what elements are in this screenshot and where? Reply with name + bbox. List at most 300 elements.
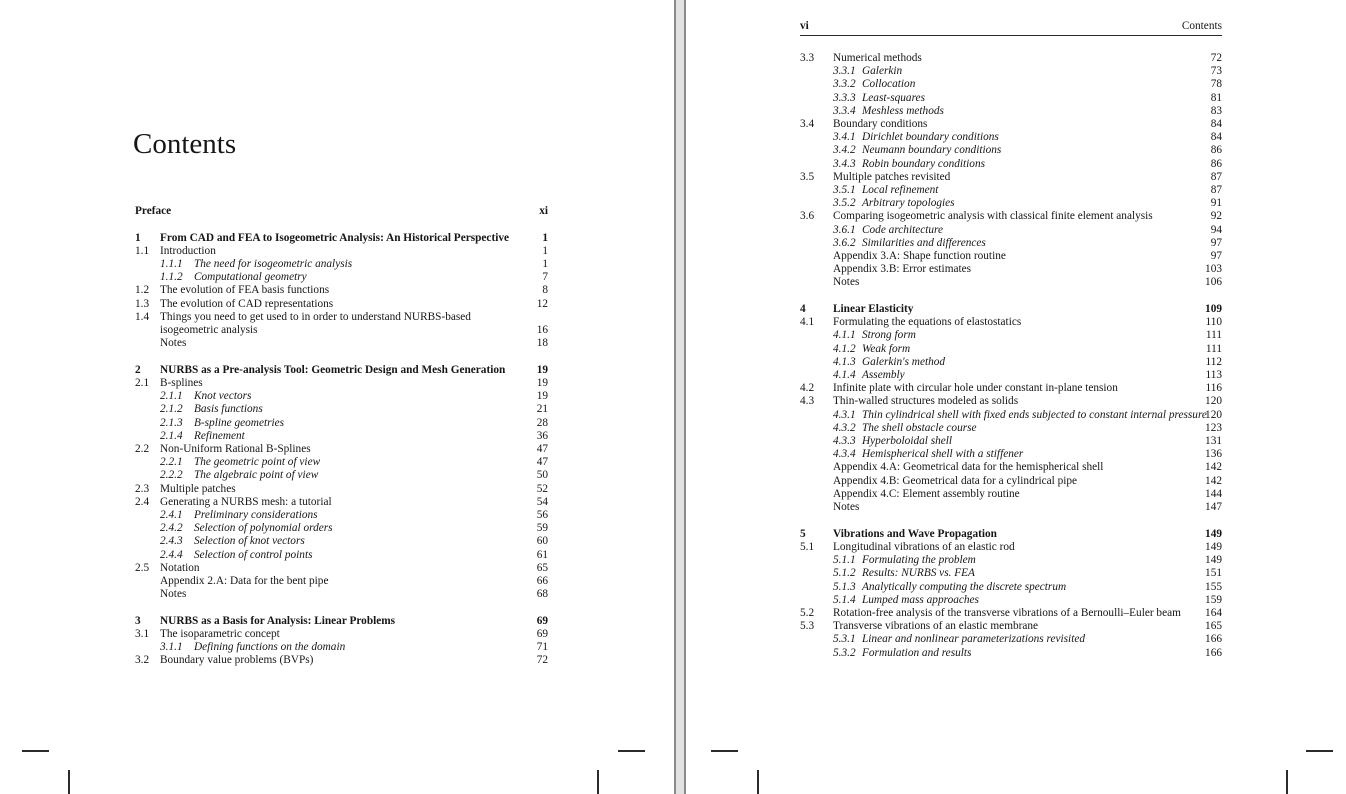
toc-entry-title: Numerical methods bbox=[833, 52, 922, 64]
toc-row bbox=[800, 78, 1222, 91]
toc-row bbox=[135, 258, 548, 271]
toc-row bbox=[800, 105, 1222, 118]
toc-entry-number: 3.6.2 bbox=[833, 236, 856, 249]
toc-entry-title: Notes bbox=[160, 588, 187, 601]
toc-entry-page: 149 bbox=[1205, 540, 1222, 553]
toc-entry-number: 3.4.3 bbox=[833, 157, 856, 170]
toc-entry-number bbox=[135, 588, 160, 601]
toc-entry-title: Longitudinal vibrations of an elastic rod bbox=[833, 540, 1015, 553]
toc-row bbox=[135, 522, 548, 535]
toc-row bbox=[135, 417, 548, 430]
toc-entry-number: 1.2 bbox=[135, 284, 150, 297]
toc-entry-number: 5.3 bbox=[800, 620, 815, 633]
toc-entry-page: 106 bbox=[1205, 276, 1222, 289]
toc-row bbox=[135, 324, 548, 337]
toc-entry-page: 86 bbox=[1210, 157, 1222, 170]
crop-mark-right-bottom-inner-dash bbox=[711, 750, 738, 752]
toc-entry-title: Preliminary considerations bbox=[194, 509, 318, 522]
toc-row bbox=[135, 205, 548, 218]
toc-entry-number: 2 bbox=[135, 363, 141, 376]
running-header bbox=[800, 20, 1222, 36]
toc-entry-page: 83 bbox=[1210, 104, 1222, 117]
toc-entry-page: 73 bbox=[1210, 65, 1222, 78]
crop-mark-left-bottom-outer-dash bbox=[22, 750, 49, 752]
toc-entry-page: 136 bbox=[1205, 448, 1222, 461]
toc-row bbox=[135, 535, 548, 548]
toc-entry-number: 3.4.1 bbox=[833, 131, 856, 144]
toc-entry-title: Preface bbox=[135, 205, 172, 217]
toc-entry-page: 28 bbox=[536, 416, 548, 429]
toc-row bbox=[800, 224, 1222, 237]
toc-entry-number: 3.4 bbox=[800, 118, 815, 131]
toc-entry-title: Hyperboloidal shell bbox=[862, 435, 953, 448]
toc-row bbox=[800, 290, 1222, 303]
toc-row bbox=[800, 554, 1222, 567]
toc-entry-title: Formulation and results bbox=[862, 646, 972, 659]
toc-entry-title: Similarities and differences bbox=[862, 236, 986, 249]
toc-entry-number: 4 bbox=[800, 303, 806, 316]
crop-mark-right-bottom-outer-tick bbox=[1286, 770, 1288, 794]
toc-entry-page: 87 bbox=[1210, 170, 1222, 183]
toc-entry-page: 110 bbox=[1205, 316, 1222, 329]
toc-row bbox=[800, 647, 1222, 660]
toc-entry-number bbox=[800, 488, 833, 501]
toc-row bbox=[800, 448, 1222, 461]
toc-row bbox=[800, 171, 1222, 184]
toc-entry-title: Boundary conditions bbox=[833, 118, 928, 131]
toc-entry-number bbox=[800, 263, 833, 276]
toc-entry-number: 2.5 bbox=[135, 561, 150, 574]
toc-entry-title: Introduction bbox=[160, 244, 216, 257]
toc-entry-number: 2.2.2 bbox=[160, 469, 183, 482]
toc-entry-number: 3.2 bbox=[135, 654, 150, 667]
toc-entry-title: Galerkin's method bbox=[862, 355, 946, 368]
toc-entry-page: 131 bbox=[1205, 435, 1222, 448]
toc-row bbox=[135, 469, 548, 482]
toc-entry-page: 144 bbox=[1205, 487, 1222, 500]
toc-entry-number bbox=[800, 475, 833, 488]
toc-entry-page: 92 bbox=[1210, 210, 1222, 223]
toc-row bbox=[800, 475, 1222, 488]
toc-row bbox=[800, 607, 1222, 620]
toc-entry-page: 69 bbox=[536, 628, 548, 641]
toc-entry-title: Refinement bbox=[194, 429, 245, 442]
toc-entry-title: Appendix 4.B: Geometrical data for a cylindrical pipe bbox=[833, 474, 1078, 487]
toc-entry-page: 111 bbox=[1205, 342, 1222, 355]
toc-entry-page: 19 bbox=[536, 390, 548, 403]
toc-entry-page: 1 bbox=[542, 258, 548, 270]
toc-entry-number: 5.1.2 bbox=[833, 567, 856, 580]
toc-row bbox=[800, 144, 1222, 157]
toc-row bbox=[800, 567, 1222, 580]
toc-entry-page: 19 bbox=[536, 363, 548, 376]
toc-row bbox=[800, 316, 1222, 329]
toc-entry-number: 2.2 bbox=[135, 443, 150, 456]
toc-row bbox=[135, 654, 548, 667]
toc-entry-number: 5.3.2 bbox=[833, 646, 856, 659]
toc-entry-number bbox=[135, 575, 160, 588]
toc-entry-number: 1.4 bbox=[135, 310, 150, 323]
toc-entry-number: 2.4 bbox=[135, 495, 150, 508]
toc-entry-page: 142 bbox=[1205, 461, 1222, 474]
toc-entry-page: 113 bbox=[1205, 369, 1222, 382]
toc-entry-page: 109 bbox=[1205, 303, 1222, 316]
toc-entry-title: B-spline geometries bbox=[194, 416, 285, 429]
toc-row bbox=[800, 581, 1222, 594]
toc-row bbox=[135, 615, 548, 628]
toc-entry-number: 2.1.4 bbox=[160, 429, 183, 442]
toc-entry-page: 54 bbox=[536, 495, 548, 508]
toc-row bbox=[800, 184, 1222, 197]
toc-entry-page: 116 bbox=[1205, 382, 1222, 395]
toc-entry-title: Appendix 3.B: Error estimates bbox=[833, 263, 972, 276]
toc-row bbox=[800, 501, 1222, 514]
toc-row bbox=[135, 271, 548, 284]
toc-entry-title: The isoparametric concept bbox=[160, 628, 280, 641]
crop-mark-right-bottom-inner-tick bbox=[757, 770, 759, 794]
toc-entry-number: 4.1.4 bbox=[833, 369, 856, 382]
toc-entry-number: 3.3.3 bbox=[833, 91, 856, 104]
toc-entry-title: Knot vectors bbox=[194, 390, 252, 403]
toc-entry-page: 7 bbox=[542, 271, 548, 284]
toc-row bbox=[135, 403, 548, 416]
toc-entry-number bbox=[135, 337, 160, 350]
toc-entry-title: Notation bbox=[160, 561, 200, 574]
toc-entry-number: 5.3.1 bbox=[833, 633, 856, 646]
toc-row bbox=[135, 377, 548, 390]
toc-entry-page: 103 bbox=[1205, 263, 1222, 276]
toc-row bbox=[135, 641, 548, 654]
toc-entry-page: 94 bbox=[1210, 223, 1222, 236]
toc-entry-title: The need for isogeometric analysis bbox=[194, 258, 353, 270]
toc-entry-title: Linear Elasticity bbox=[833, 303, 914, 316]
toc-row bbox=[800, 303, 1222, 316]
toc-row bbox=[135, 443, 548, 456]
toc-entry-title: B-splines bbox=[160, 377, 203, 390]
toc-entry-page: 72 bbox=[1210, 52, 1222, 64]
toc-entry-page: 81 bbox=[1210, 91, 1222, 104]
toc-row bbox=[800, 210, 1222, 223]
toc-entry-number: 3.5.2 bbox=[833, 197, 856, 210]
toc-entry-page: 111 bbox=[1205, 329, 1222, 342]
toc-entry-page: 165 bbox=[1205, 620, 1222, 633]
toc-entry-number: 5.1.3 bbox=[833, 580, 856, 593]
toc-row bbox=[800, 65, 1222, 78]
toc-entry-page: 166 bbox=[1205, 633, 1222, 646]
toc-row bbox=[135, 509, 548, 522]
toc-entry-number bbox=[135, 324, 160, 337]
crop-mark-left-bottom-inner-dash bbox=[618, 750, 645, 752]
toc-entry-title: The evolution of FEA basis functions bbox=[160, 284, 330, 297]
toc-entry-page: 84 bbox=[1210, 131, 1222, 144]
toc-entry-page: 18 bbox=[536, 337, 548, 350]
toc-entry-title: Things you need to get used to in order to understand NURBS-based bbox=[160, 310, 471, 323]
toc-entry-number: 3.3.2 bbox=[833, 78, 856, 91]
toc-row bbox=[800, 356, 1222, 369]
toc-entry-title: NURBS as a Pre-analysis Tool: Geometric Design and Mesh Generation bbox=[160, 363, 506, 376]
toc-row bbox=[800, 276, 1222, 289]
toc-row bbox=[800, 461, 1222, 474]
book-spine-gutter bbox=[674, 0, 686, 794]
toc-entry-page: 21 bbox=[536, 403, 548, 416]
toc-entry-number: 4.3.2 bbox=[833, 421, 856, 434]
toc-row bbox=[800, 329, 1222, 342]
toc-entry-number: 2.4.4 bbox=[160, 548, 183, 561]
toc-entry-title: Basis functions bbox=[194, 403, 263, 416]
toc-row bbox=[800, 620, 1222, 633]
toc-entry-number: 3.4.2 bbox=[833, 144, 856, 157]
toc-entry-title: Neumann boundary conditions bbox=[862, 144, 1002, 157]
toc-entry-number: 5.1 bbox=[800, 540, 815, 553]
toc-row bbox=[800, 488, 1222, 501]
toc-entry-title: Generating a NURBS mesh: a tutorial bbox=[160, 495, 332, 508]
toc-entry-page: 69 bbox=[536, 614, 548, 627]
crop-mark-right-bottom-outer-dash bbox=[1306, 750, 1333, 752]
toc-entry-title: Formulating the problem bbox=[862, 554, 976, 567]
toc-entry-title: Vibrations and Wave Propagation bbox=[833, 527, 997, 540]
toc-entry-number: 3.1.1 bbox=[160, 641, 183, 654]
toc-entry-title: From CAD and FEA to Isogeometric Analysis: An Historical Perspective bbox=[160, 231, 510, 244]
toc-row bbox=[135, 430, 548, 443]
toc-entry-title: Appendix 4.C: Element assembly routine bbox=[833, 487, 1020, 500]
toc-entry-number: 1.1.2 bbox=[160, 271, 183, 284]
running-header-title: Contents bbox=[1181, 20, 1222, 32]
toc-row bbox=[135, 337, 548, 350]
toc-entry-number: 2.4.1 bbox=[160, 509, 183, 522]
toc-row bbox=[800, 263, 1222, 276]
toc-entry-number: 3.3.1 bbox=[833, 65, 856, 78]
toc-entry-page: 155 bbox=[1205, 580, 1222, 593]
toc-row bbox=[800, 131, 1222, 144]
toc-entry-page: 19 bbox=[536, 377, 548, 390]
toc-row bbox=[800, 369, 1222, 382]
toc-entry-page: 97 bbox=[1210, 236, 1222, 249]
toc-entry-page: 91 bbox=[1210, 197, 1222, 210]
folio-page-number: vi bbox=[800, 20, 809, 32]
toc-entry-number: 4.1.3 bbox=[833, 355, 856, 368]
toc-row bbox=[800, 422, 1222, 435]
toc-entry-title: Defining functions on the domain bbox=[194, 641, 346, 654]
toc-entry-page: 1 bbox=[542, 231, 548, 244]
toc-entry-title: Local refinement bbox=[862, 184, 939, 197]
toc-entry-page: 97 bbox=[1210, 250, 1222, 263]
toc-row bbox=[800, 237, 1222, 250]
toc-entry-title: Thin-walled structures modeled as solids bbox=[833, 395, 1019, 408]
toc-entry-title: The evolution of CAD representations bbox=[160, 297, 334, 310]
toc-entry-page: 159 bbox=[1205, 593, 1222, 606]
toc-row bbox=[800, 382, 1222, 395]
toc-row bbox=[135, 232, 548, 245]
toc-entry-page: 72 bbox=[536, 654, 548, 667]
toc-entry-title: The shell obstacle course bbox=[862, 421, 977, 434]
toc-entry-title: The algebraic point of view bbox=[194, 469, 319, 482]
contents-page-title: Contents bbox=[133, 128, 237, 160]
toc-row bbox=[135, 350, 548, 363]
toc-entry-page: 151 bbox=[1205, 567, 1222, 580]
toc-row bbox=[135, 562, 548, 575]
toc-entry-title: Analytically computing the discrete spectrum bbox=[862, 580, 1067, 593]
toc-row bbox=[135, 549, 548, 562]
toc-entry-title: Notes bbox=[833, 276, 860, 289]
toc-entry-number: 1.1.1 bbox=[160, 258, 183, 270]
toc-entry-number: 4.3 bbox=[800, 395, 815, 408]
crop-mark-left-bottom-inner-tick bbox=[597, 770, 599, 794]
toc-entry-number: 4.3.3 bbox=[833, 435, 856, 448]
toc-entry-title: Thin cylindrical shell with fixed ends subjected to constant internal pressure bbox=[862, 408, 1207, 421]
toc-entry-number: 5.2 bbox=[800, 606, 815, 619]
toc-row bbox=[800, 528, 1222, 541]
toc-entry-number: 2.1.3 bbox=[160, 416, 183, 429]
toc-row bbox=[135, 364, 548, 377]
toc-row bbox=[135, 284, 548, 297]
toc-entry-title: Robin boundary conditions bbox=[862, 157, 986, 170]
toc-row bbox=[800, 514, 1222, 527]
toc-entry-page: 112 bbox=[1205, 355, 1222, 368]
toc-row bbox=[135, 483, 548, 496]
toc-entry-page: 86 bbox=[1210, 144, 1222, 157]
toc-entry-title: Appendix 4.A: Geometrical data for the hemispherical shell bbox=[833, 461, 1104, 474]
toc-entry-title: Least-squares bbox=[862, 91, 925, 104]
toc-entry-page: xi bbox=[539, 205, 548, 217]
toc-entry-page: 47 bbox=[536, 443, 548, 456]
toc-entry-page: 61 bbox=[536, 548, 548, 561]
toc-row bbox=[800, 435, 1222, 448]
toc-entry-title: Rotation-free analysis of the transverse vibrations of a Bernoulli–Euler beam bbox=[833, 606, 1181, 619]
toc-row bbox=[800, 395, 1222, 408]
toc-entry-number bbox=[800, 501, 833, 514]
toc-row bbox=[800, 92, 1222, 105]
toc-entry-page: 47 bbox=[536, 456, 548, 469]
toc-entry-number: 1.1 bbox=[135, 244, 150, 257]
toc-entry-page: 68 bbox=[536, 588, 548, 601]
toc-entry-title: Formulating the equations of elastostatics bbox=[833, 316, 1022, 329]
toc-entry-title: Appendix 2.A: Data for the bent pipe bbox=[160, 575, 329, 588]
toc-entry-title: Boundary value problems (BVPs) bbox=[160, 654, 314, 667]
toc-row bbox=[135, 245, 548, 258]
toc-entry-title: Notes bbox=[160, 337, 187, 350]
toc-entry-page: 120 bbox=[1205, 408, 1222, 421]
toc-entry-number: 1.3 bbox=[135, 297, 150, 310]
toc-entry-number: 2.2.1 bbox=[160, 456, 183, 469]
toc-entry-number: 5 bbox=[800, 527, 806, 540]
toc-entry-page: 60 bbox=[536, 535, 548, 548]
toc-entry-number: 3.3 bbox=[800, 52, 815, 64]
toc-entry-title: Selection of polynomial orders bbox=[194, 522, 333, 535]
toc-entry-title: Strong form bbox=[862, 329, 916, 342]
toc-entry-title: Infinite plate with circular hole under constant in-plane tension bbox=[833, 382, 1118, 395]
toc-entry-number: 3.5.1 bbox=[833, 184, 856, 197]
toc-entry-page: 147 bbox=[1205, 501, 1222, 514]
toc-entry-title: Transverse vibrations of an elastic membrane bbox=[833, 620, 1039, 633]
toc-entry-title: Selection of knot vectors bbox=[194, 535, 305, 548]
toc-row bbox=[800, 541, 1222, 554]
toc-entry-number: 2.1.1 bbox=[160, 390, 183, 403]
toc-entry-title: Weak form bbox=[862, 342, 911, 355]
toc-row bbox=[135, 298, 548, 311]
toc-entry-number: 2.3 bbox=[135, 482, 150, 495]
toc-entry-title: Assembly bbox=[862, 369, 905, 382]
toc-entry-page: 66 bbox=[536, 575, 548, 588]
toc-entry-number: 4.1 bbox=[800, 316, 815, 329]
toc-entry-number: 3.3.4 bbox=[833, 104, 856, 117]
toc-entry-page: 78 bbox=[1210, 78, 1222, 91]
toc-entry-page: 65 bbox=[536, 561, 548, 574]
toc-entry-number: 2.4.2 bbox=[160, 522, 183, 535]
toc-entry-title: Results: NURBS vs. FEA bbox=[862, 567, 975, 580]
toc-entry-title: Appendix 3.A: Shape function routine bbox=[833, 250, 1006, 263]
toc-entry-page: 16 bbox=[536, 324, 548, 337]
toc-entry-page: 164 bbox=[1205, 606, 1222, 619]
toc-entry-number bbox=[800, 276, 833, 289]
toc-entry-page: 12 bbox=[536, 297, 548, 310]
toc-entry-title: Collocation bbox=[862, 78, 916, 91]
toc-row bbox=[135, 575, 548, 588]
toc-entry-title: Computational geometry bbox=[194, 271, 307, 284]
toc-entry-number bbox=[800, 461, 833, 474]
toc-entry-title: Linear and nonlinear parameterizations revisited bbox=[862, 633, 1085, 646]
toc-entry-title: Selection of control points bbox=[194, 548, 313, 561]
toc-entry-number: 1 bbox=[135, 231, 141, 244]
toc-entry-page: 87 bbox=[1210, 184, 1222, 197]
crop-mark-left-bottom-outer-tick bbox=[68, 770, 70, 794]
toc-entry-number: 3 bbox=[135, 614, 141, 627]
toc-row bbox=[800, 250, 1222, 263]
toc-entry-number: 3.6.1 bbox=[833, 223, 856, 236]
toc-row bbox=[800, 343, 1222, 356]
toc-entry-number: 2.1.2 bbox=[160, 403, 183, 416]
toc-entry-title: Multiple patches bbox=[160, 482, 236, 495]
toc-entry-title: Lumped mass approaches bbox=[862, 593, 979, 606]
toc-row bbox=[135, 390, 548, 403]
toc-left-column bbox=[135, 205, 548, 668]
toc-entry-title: isogeometric analysis bbox=[160, 324, 258, 337]
toc-row bbox=[800, 52, 1222, 65]
toc-entry-number: 3.5 bbox=[800, 170, 815, 183]
toc-entry-number: 4.2 bbox=[800, 382, 815, 395]
toc-row bbox=[800, 197, 1222, 210]
toc-entry-number bbox=[800, 250, 833, 263]
toc-entry-title: The geometric point of view bbox=[194, 456, 321, 469]
toc-entry-page: 36 bbox=[536, 429, 548, 442]
toc-entry-title: Dirichlet boundary conditions bbox=[862, 131, 999, 144]
toc-entry-page: 50 bbox=[536, 469, 548, 482]
toc-entry-title: Arbitrary topologies bbox=[862, 197, 955, 210]
toc-row bbox=[800, 594, 1222, 607]
toc-entry-page: 8 bbox=[542, 284, 548, 297]
toc-row bbox=[135, 311, 548, 324]
toc-row bbox=[135, 588, 548, 601]
toc-entry-title: NURBS as a Basis for Analysis: Linear Problems bbox=[160, 614, 396, 627]
toc-entry-number: 4.1.2 bbox=[833, 342, 856, 355]
toc-entry-title: Multiple patches revisited bbox=[833, 170, 951, 183]
toc-entry-title: Comparing isogeometric analysis with classical finite element analysis bbox=[833, 210, 1153, 223]
toc-right-column bbox=[800, 52, 1222, 660]
toc-row bbox=[800, 158, 1222, 171]
toc-entry-title: Code architecture bbox=[862, 223, 944, 236]
toc-entry-page: 166 bbox=[1205, 646, 1222, 659]
toc-entry-page: 1 bbox=[542, 244, 548, 257]
toc-entry-page: 52 bbox=[536, 482, 548, 495]
toc-row bbox=[135, 456, 548, 469]
toc-row bbox=[135, 218, 548, 231]
toc-entry-title: Meshless methods bbox=[862, 104, 944, 117]
toc-entry-number: 4.1.1 bbox=[833, 329, 856, 342]
toc-row bbox=[135, 496, 548, 509]
toc-entry-page: 142 bbox=[1205, 474, 1222, 487]
toc-row bbox=[800, 118, 1222, 131]
toc-entry-page: 120 bbox=[1205, 395, 1222, 408]
toc-entry-number: 5.1.1 bbox=[833, 554, 856, 567]
